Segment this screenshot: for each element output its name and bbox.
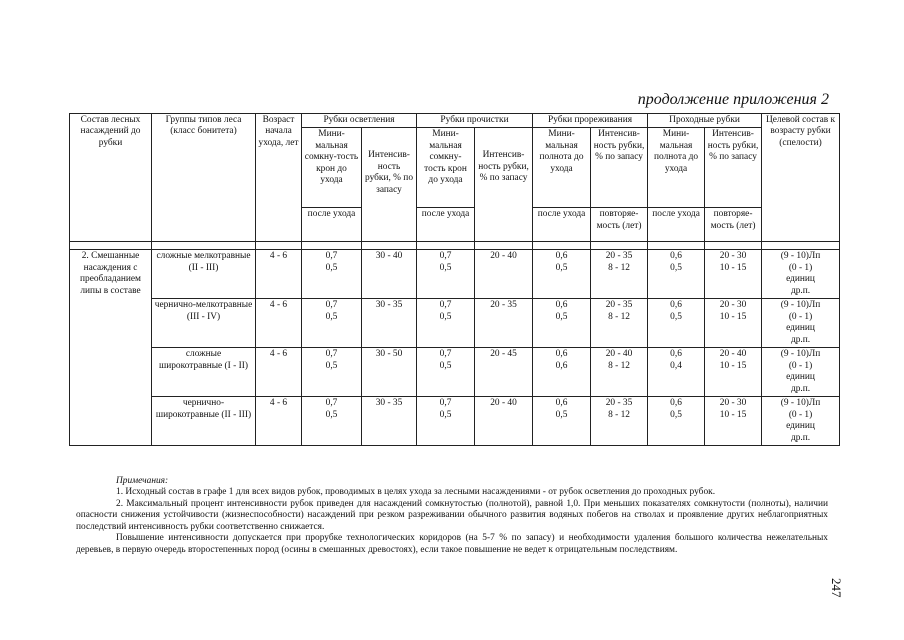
cell-line: 10 - 15 bbox=[719, 409, 747, 420]
header-after-care: после ухода bbox=[417, 208, 475, 242]
cell-line: сложные мелкотравные (II - III) bbox=[156, 251, 251, 273]
thinning-table bbox=[69, 113, 840, 446]
cell-line: (0 - 1) bbox=[788, 311, 813, 322]
cell-line: 0,6 bbox=[555, 360, 568, 371]
cell-line: 10 - 15 bbox=[719, 311, 747, 322]
cell-line: 0,5 bbox=[439, 311, 452, 322]
cell-line: др.п. bbox=[790, 285, 811, 296]
cell-line: 0,6 bbox=[670, 349, 682, 360]
value-cell bbox=[362, 397, 417, 446]
forest-type-cell bbox=[152, 348, 256, 397]
value-cell bbox=[591, 348, 648, 397]
value-cell bbox=[591, 397, 648, 446]
age-cell bbox=[256, 348, 302, 397]
value-cell bbox=[417, 250, 475, 299]
notes-title: Примечания: bbox=[116, 476, 169, 486]
value-cell bbox=[705, 299, 762, 348]
note-2: 2. Максимальный процент интенсивности рубок приведен для насаждений сомкнутостью (полнотой), равной 1,0. При меньших показателях сомкнутости (полноты), наличии опасности снижения устойчивости (жизнеспособности) насаждений при резком разреживании обычного развития водяных побегов на стволах и проявление других неблагоприятных последствий интенсивность рубки соответственно снижается. bbox=[76, 498, 828, 532]
header-min-closure: Мини-мальная сомкну-тость крон до ухода bbox=[417, 128, 475, 208]
cell-line: 0,4 bbox=[670, 360, 682, 371]
cell-line: 0,7 bbox=[439, 398, 452, 409]
value-cell bbox=[648, 299, 705, 348]
header-after-care: после ухода bbox=[533, 208, 591, 242]
cell-line: 0,7 bbox=[439, 251, 452, 262]
cell-line: 0,5 bbox=[325, 311, 338, 322]
target-composition-cell bbox=[762, 348, 840, 397]
cell-line: 0,5 bbox=[439, 360, 452, 371]
value-cell bbox=[302, 299, 362, 348]
header-intensity: Интенсив-ность рубки, % по запасу bbox=[362, 128, 417, 242]
value-cell bbox=[475, 250, 533, 299]
cell-line: единиц bbox=[786, 323, 815, 334]
value-cell bbox=[362, 250, 417, 299]
cell-line: 20 - 40 bbox=[605, 349, 633, 360]
header-osvetlenie: Рубки осветления bbox=[302, 114, 417, 128]
cell-line: (9 - 10)Лп bbox=[780, 251, 821, 262]
cell-line: 10 - 15 bbox=[719, 360, 747, 371]
cell-line: единиц bbox=[786, 274, 815, 285]
cell-line: 20 - 30 bbox=[719, 300, 747, 311]
value-cell bbox=[417, 299, 475, 348]
cell-line: 0,6 bbox=[555, 251, 568, 262]
cell-line: 30 - 35 bbox=[375, 300, 403, 311]
value-cell bbox=[705, 397, 762, 446]
cell-line: 0,5 bbox=[555, 262, 568, 273]
cell-line: 0,5 bbox=[325, 360, 338, 371]
cell-line: 4 - 6 bbox=[269, 300, 288, 311]
cell-line: 20 - 30 bbox=[719, 398, 747, 409]
header-prohodnye: Проходные рубки bbox=[648, 114, 762, 128]
cell-line: др.п. bbox=[790, 383, 811, 394]
cell-line: 20 - 40 bbox=[490, 398, 517, 409]
header-repeat: повторяе-мость (лет) bbox=[705, 208, 762, 242]
cell-line: 0,5 bbox=[555, 311, 568, 322]
value-cell bbox=[533, 397, 591, 446]
header-min-density: Мини-мальная полнота до ухода bbox=[533, 128, 591, 208]
value-cell bbox=[475, 299, 533, 348]
header-min-closure: Мини-мальная сомкну-тость крон до ухода bbox=[302, 128, 362, 208]
header-composition: Состав лесных насаждений до рубки bbox=[70, 114, 152, 242]
cell-line: 20 - 40 bbox=[490, 251, 517, 262]
cell-line: 0,5 bbox=[670, 409, 682, 420]
value-cell bbox=[533, 250, 591, 299]
cell-line: (9 - 10)Лп bbox=[780, 349, 821, 360]
cell-line: 0,6 bbox=[670, 251, 682, 262]
cell-line: 0,6 bbox=[670, 300, 682, 311]
cell-line: 0,7 bbox=[325, 300, 338, 311]
value-cell bbox=[302, 348, 362, 397]
forest-type-cell bbox=[152, 299, 256, 348]
notes bbox=[76, 476, 828, 556]
cell-line: (0 - 1) bbox=[788, 262, 813, 273]
header-after-care: после ухода bbox=[648, 208, 705, 242]
header-intensity: Интенсив-ность рубки, % по запасу bbox=[705, 128, 762, 208]
header-repeat: повторяе-мость (лет) bbox=[591, 208, 648, 242]
target-composition-cell bbox=[762, 299, 840, 348]
value-cell bbox=[417, 348, 475, 397]
table-row bbox=[70, 397, 840, 446]
header-age: Возраст начала ухода, лет bbox=[256, 114, 302, 242]
cell-line: 30 - 35 bbox=[375, 398, 403, 409]
cell-line: 0,7 bbox=[325, 251, 338, 262]
forest-type-cell bbox=[152, 397, 256, 446]
value-cell bbox=[591, 299, 648, 348]
cell-line: 8 - 12 bbox=[608, 262, 630, 273]
value-cell bbox=[417, 397, 475, 446]
cell-line: 30 - 50 bbox=[375, 349, 403, 360]
cell-line: 30 - 40 bbox=[375, 251, 403, 262]
header-intensity: Интенсив-ность рубки, % по запасу bbox=[475, 128, 533, 242]
cell-line: 8 - 12 bbox=[608, 311, 630, 322]
cell-line: 4 - 6 bbox=[269, 349, 288, 360]
value-cell bbox=[475, 348, 533, 397]
note-1: 1. Исходный состав в графе 1 для всех видов рубок, проводимых в целях ухода за лесными насаждениями - от рубок осветления до проходных рубок. bbox=[116, 487, 716, 498]
cell-line: (0 - 1) bbox=[788, 360, 813, 371]
age-cell bbox=[256, 299, 302, 348]
value-cell bbox=[533, 299, 591, 348]
cell-line: 0,7 bbox=[325, 398, 338, 409]
cell-line: (9 - 10)Лп bbox=[780, 398, 821, 409]
cell-line: 0,7 bbox=[439, 300, 452, 311]
value-cell bbox=[648, 397, 705, 446]
cell-line: 20 - 45 bbox=[490, 349, 517, 360]
header-after-care: после ухода bbox=[302, 208, 362, 242]
cell-line: 0,5 bbox=[439, 409, 452, 420]
cell-line: 0,5 bbox=[670, 262, 682, 273]
cell-line: др.п. bbox=[790, 432, 811, 443]
cell-line: 20 - 30 bbox=[719, 251, 747, 262]
cell-line: 0,5 bbox=[670, 311, 682, 322]
header-min-density: Мини-мальная полнота до ухода bbox=[648, 128, 705, 208]
header-forest-type: Группы типов леса (класс бонитета) bbox=[152, 114, 256, 242]
cell-line: 4 - 6 bbox=[269, 398, 288, 409]
group-cell bbox=[70, 250, 152, 446]
target-composition-cell bbox=[762, 250, 840, 299]
header-prochistka: Рубки прочистки bbox=[417, 114, 533, 128]
value-cell bbox=[362, 348, 417, 397]
table-row bbox=[70, 299, 840, 348]
value-cell bbox=[705, 250, 762, 299]
cell-line: (9 - 10)Лп bbox=[780, 300, 821, 311]
cell-line: 20 - 35 bbox=[605, 398, 633, 409]
value-cell bbox=[302, 397, 362, 446]
cell-line: 20 - 35 bbox=[605, 300, 633, 311]
group-label: 2. Смешанные насаждения с преобладанием липы в составе bbox=[80, 251, 141, 296]
header-prorezhivanie: Рубки прореживания bbox=[533, 114, 648, 128]
cell-line: чернично-мелкотравные (III - IV) bbox=[154, 300, 253, 322]
cell-line: 20 - 35 bbox=[605, 251, 633, 262]
cell-line: единиц bbox=[786, 421, 815, 432]
table-row bbox=[70, 348, 840, 397]
value-cell bbox=[475, 397, 533, 446]
header-target-composition: Целевой состав к возрасту рубки (спелости) bbox=[762, 114, 840, 242]
age-cell bbox=[256, 397, 302, 446]
cell-line: 20 - 40 bbox=[719, 349, 747, 360]
cell-line: 10 - 15 bbox=[719, 262, 747, 273]
cell-line: 8 - 12 bbox=[608, 360, 630, 371]
note-3: Повышение интенсивности допускается при прорубке технологических коридоров (на 5-7 % по запасу) и необходимости удаления большого количества нежелательных деревьев, в первую очередь второстепенных пород (осины в смешанных древостоях), если такое повышение не ведет к отрицательным последствиям. bbox=[76, 533, 828, 555]
cell-line: 4 - 6 bbox=[269, 251, 288, 262]
cell-line: чернично-широкотравные (II - III) bbox=[155, 398, 252, 420]
value-cell bbox=[705, 348, 762, 397]
forest-type-cell bbox=[152, 250, 256, 299]
value-cell bbox=[362, 299, 417, 348]
value-cell bbox=[591, 250, 648, 299]
value-cell bbox=[648, 348, 705, 397]
value-cell bbox=[533, 348, 591, 397]
cell-line: 0,5 bbox=[325, 262, 338, 273]
value-cell bbox=[648, 250, 705, 299]
table-row bbox=[70, 250, 840, 299]
cell-line: 0,6 bbox=[555, 349, 568, 360]
header-intensity: Интенсив-ность рубки, % по запасу bbox=[591, 128, 648, 208]
cell-line: 20 - 35 bbox=[490, 300, 517, 311]
cell-line: 0,6 bbox=[670, 398, 682, 409]
appendix-caption: продолжение приложения 2 bbox=[637, 91, 829, 108]
cell-line: 8 - 12 bbox=[608, 409, 630, 420]
cell-line: 0,7 bbox=[325, 349, 338, 360]
age-cell bbox=[256, 250, 302, 299]
cell-line: единиц bbox=[786, 372, 815, 383]
cell-line: др.п. bbox=[790, 334, 811, 345]
cell-line: 0,7 bbox=[439, 349, 452, 360]
value-cell bbox=[302, 250, 362, 299]
page-number: 247 bbox=[829, 578, 844, 598]
cell-line: 0,5 bbox=[439, 262, 452, 273]
cell-line: 0,6 bbox=[555, 398, 568, 409]
cell-line: (0 - 1) bbox=[788, 409, 813, 420]
cell-line: 0,6 bbox=[555, 300, 568, 311]
cell-line: 0,5 bbox=[325, 409, 338, 420]
cell-line: сложные широкотравные (I - II) bbox=[159, 349, 248, 371]
target-composition-cell bbox=[762, 397, 840, 446]
cell-line: 0,5 bbox=[555, 409, 568, 420]
